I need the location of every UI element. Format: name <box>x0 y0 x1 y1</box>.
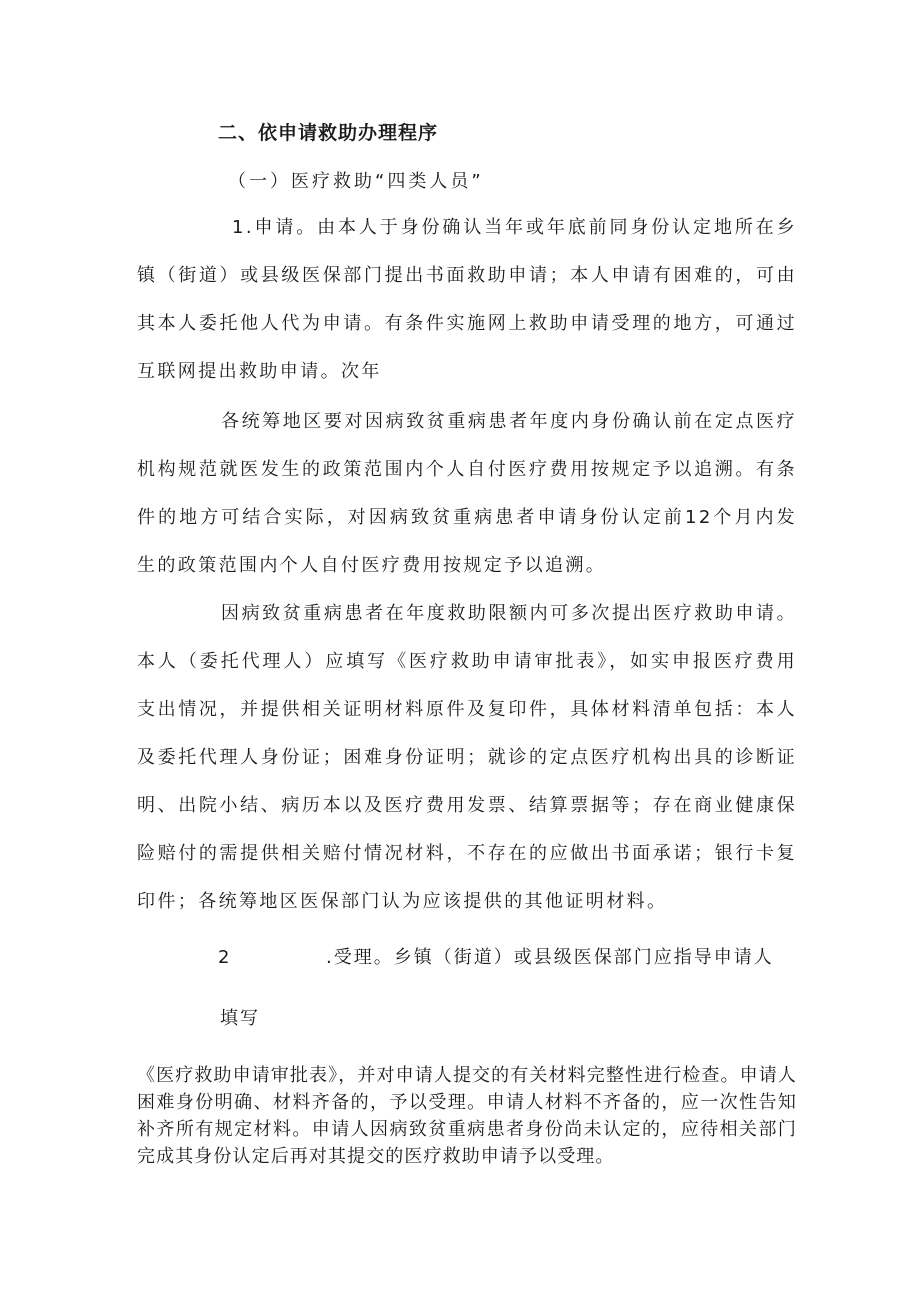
section-heading: 二、依申请救助办理程序 <box>218 122 439 144</box>
step-number: 2 <box>218 947 230 968</box>
subsection-heading: （一）医疗救助“四类人员” <box>228 171 484 192</box>
paragraph-acceptance: 《医疗救助申请审批表》，并对申请人提交的有关材料完整性进行检查。申请人困难身份明确、材料齐备的，予以受理。申请人材料不齐备的，应一次性告知补齐所有规定材料。申请人因病致贫重病患者身份尚未认定的，应待相关部门完成其身份认定后再对其提交的医疗救助申请予以受理。 <box>137 1065 797 1167</box>
step-acceptance-line <box>218 943 774 973</box>
step-fill-word: 填写 <box>220 1008 260 1029</box>
paragraph-application: 1.申请。由本人于身份确认当年或年底前同身份认定地所在乡镇（街道）或县级医保部门提出书面救助申请；本人申请有困难的，可由其本人委托他人代为申请。有条件实施网上救助申请受理的地方，可通过互联网提出救助申请。次年 <box>137 217 797 382</box>
step-acceptance-text: .受理。乡镇（街道）或县级医保部门应指导申请人 <box>326 947 774 968</box>
paragraph-retroactive: 各统筹地区要对因病致贫重病患者年度内身份确认前在定点医疗机构规范就医发生的政策范围内个人自付医疗费用按规定予以追溯。有条件的地方可结合实际，对因病致贫重病患者申请身份认定前12个月内发生的政策范围内个人自付医疗费用按规定予以追溯。 <box>137 411 797 576</box>
paragraph-materials: 因病致贫重病患者在年度救助限额内可多次提出医疗救助申请。本人（委托代理人）应填写《医疗救助申请审批表》，如实申报医疗费用支出情况，并提供相关证明材料原件及复印件，具体材料清单包括：本人及委托代理人身份证；困难身份证明；就诊的定点医疗机构出具的诊断证明、出院小结、病历本以及医疗费用发票、结算票据等；存在商业健康保险赔付的需提供相关赔付情况材料，不存在的应做出书面承诺；银行卡复印件；各统筹地区医保部门认为应该提供的其他证明材料。 <box>137 603 797 912</box>
